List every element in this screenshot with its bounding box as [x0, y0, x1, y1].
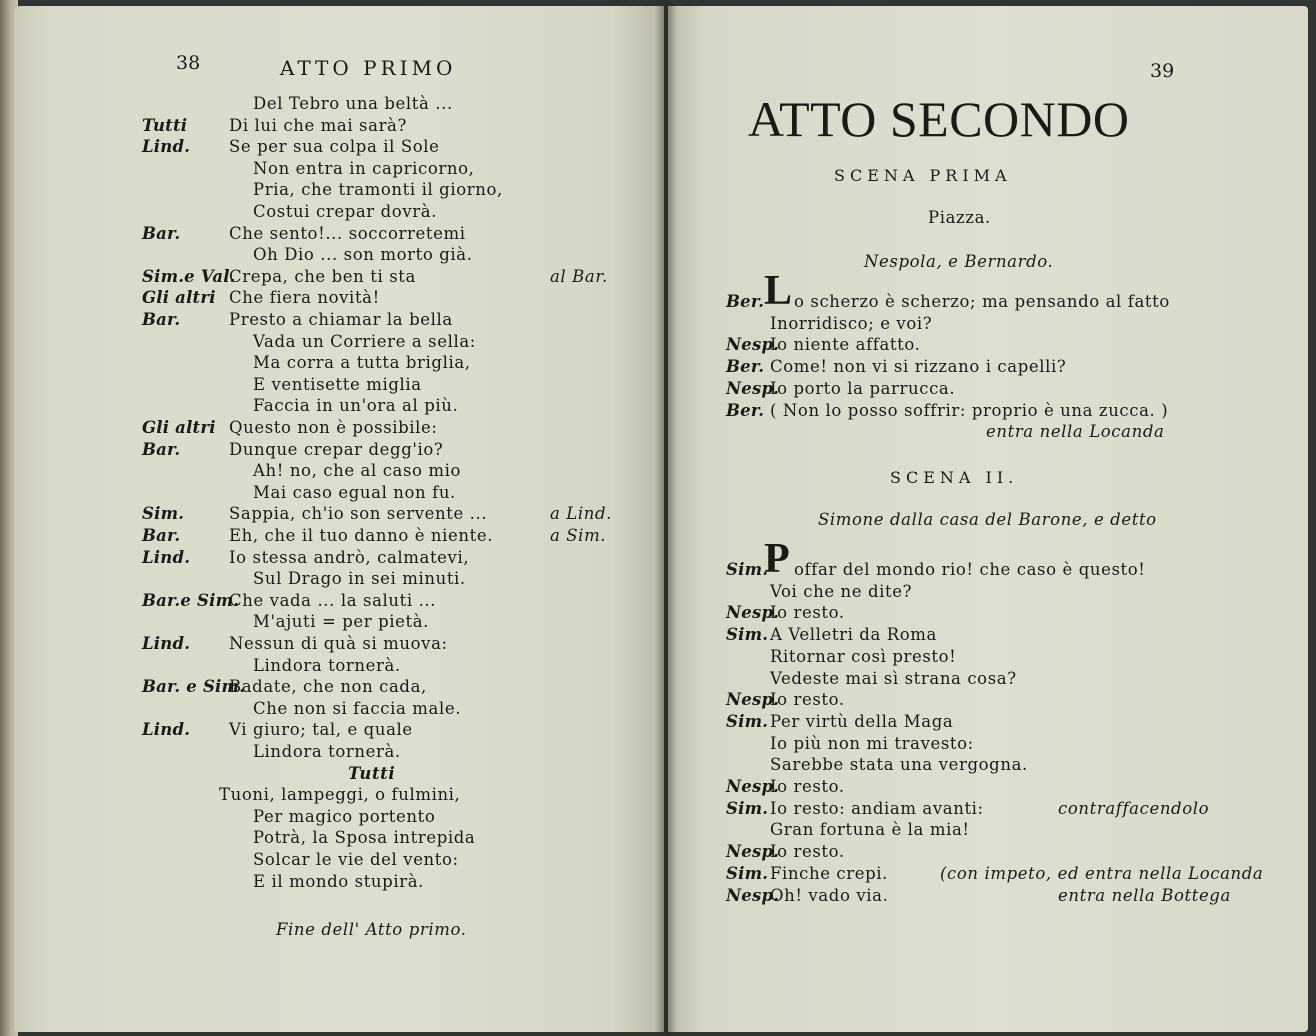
verse-line: Che sento!... soccorretemi	[229, 223, 466, 243]
speaker-label: Bar.	[142, 223, 181, 243]
verse-line: Faccia in un'ora al più.	[253, 396, 459, 416]
speaker-label: Lind.	[142, 547, 191, 567]
end-note: Fine dell' Atto primo.	[276, 920, 467, 939]
speaker-label: Gli altri	[142, 418, 216, 437]
verse-line: Badate, che non cada,	[229, 677, 427, 697]
speaker-label: Nesp.	[726, 777, 780, 796]
verse-line: Io più non mi travesto:	[770, 733, 974, 753]
verse-line: Voi che ne dite?	[770, 581, 913, 601]
verse-line: Io resto.	[770, 603, 845, 623]
page-number: 38	[176, 52, 201, 74]
verse-line: Se per sua colpa il Sole	[229, 137, 440, 157]
stage-direction: al Bar.	[550, 266, 608, 286]
speaker-label: Bar.e Sim.	[142, 590, 240, 610]
speaker-label: Sim.	[726, 863, 769, 883]
verse-line: Oh Dio ... son morto già.	[253, 245, 473, 265]
verse-line: Ma corra a tutta briglia,	[253, 353, 471, 373]
verse-line: offar del mondo rio! che caso è questo!	[794, 560, 1146, 579]
verse-line: A Velletri da Roma	[770, 625, 937, 645]
speaker-label: Nesp.	[726, 842, 780, 862]
verse-line: Io resto.	[770, 777, 845, 796]
stage-direction: entra nella Locanda	[986, 422, 1165, 442]
speaker-label: Bar.	[142, 439, 181, 459]
verse-line: ( Non lo posso soffrir: proprio è una zucca. )	[770, 400, 1169, 420]
right-page	[668, 6, 1308, 1032]
verse-line: Eh, che il tuo danno è niente.	[229, 526, 494, 545]
stage-direction: contraffacendolo	[1058, 798, 1210, 818]
verse-line: Presto a chiamar la bella	[229, 310, 453, 329]
running-head: ATTO PRIMO	[280, 56, 457, 80]
verse-line: Pria, che tramonti il giorno,	[253, 180, 503, 200]
verse-line: Vi giuro; tal, e quale	[229, 720, 413, 740]
speaker-label: Nesp.	[726, 885, 780, 905]
verse-line: Vedeste mai sì strana cosa?	[770, 668, 1017, 688]
verse-line: Io niente affatto.	[770, 335, 921, 355]
scene-characters: Simone dalla casa del Barone, e detto	[818, 510, 1157, 529]
verse-line: Questo non è possibile:	[229, 418, 438, 437]
drop-cap: L	[764, 268, 793, 314]
verse-line: Lindora tornerà.	[253, 742, 401, 761]
speaker-label: Ber.	[726, 400, 765, 420]
verse-line: E ventisette miglia	[253, 374, 422, 394]
speaker-label: Gli altri	[142, 288, 216, 308]
stage-direction: entra nella Bottega	[1058, 885, 1231, 905]
stage-direction: a Sim.	[550, 526, 607, 545]
verse-line: Che vada ... la saluti ...	[229, 590, 437, 610]
verse-line: Sarebbe stata una vergogna.	[770, 755, 1028, 775]
verse-line: Vada un Corriere a sella:	[253, 331, 476, 351]
speaker-label: Ber.	[726, 357, 765, 377]
verse-line: Oh! vado via.	[770, 885, 889, 905]
verse-line: Del Tebro una beltà ...	[253, 94, 453, 113]
speaker-label: Lind.	[142, 720, 191, 740]
verse-line: M'ajuti = per pietà.	[253, 612, 430, 632]
speaker-label: Ber.	[726, 292, 765, 311]
verse-line: Per virtù della Maga	[770, 711, 954, 731]
speaker-label: Sim.	[726, 625, 769, 645]
verse-line: Finche crepi.	[770, 863, 889, 883]
verse-line: Non entra in capricorno,	[253, 158, 475, 178]
speaker-label: Lind.	[142, 634, 191, 653]
scene-heading: SCENA PRIMA	[834, 166, 1012, 185]
verse-line: Sappia, ch'io son servente ...	[229, 504, 488, 524]
act-title: ATTO SECONDO	[748, 91, 1130, 147]
speaker-label: Sim.e Val.	[142, 266, 236, 286]
stage-direction: (con impeto, ed entra nella Locanda	[940, 863, 1264, 883]
speaker-label: Sim.	[726, 711, 769, 731]
verse-line: Crepa, che ben ti sta	[229, 266, 416, 286]
drop-cap: P	[764, 536, 790, 582]
verse-line: Io resto.	[770, 690, 845, 710]
speaker-label: Sim.	[726, 560, 769, 579]
stage-direction: a Lind.	[550, 504, 612, 524]
verse-line: Che non si faccia male.	[253, 698, 462, 718]
speaker-label: Nesp.	[726, 603, 780, 623]
speaker-label: Nesp.	[726, 335, 780, 355]
verse-line: o scherzo è scherzo; ma pensando al fatto	[794, 292, 1170, 311]
verse-line: Ah! no, che al caso mio	[253, 461, 462, 481]
page-number: 39	[1150, 60, 1175, 82]
verse-line: Mai caso egual non fu.	[253, 482, 456, 502]
verse-line: Solcar le vie del vento:	[253, 850, 459, 869]
verse-line: Inorridisco; e voi?	[770, 313, 933, 333]
verse-line: Gran fortuna è la mia!	[770, 820, 970, 840]
verse-line: Potrà, la Sposa intrepida	[253, 828, 476, 848]
verse-line: Sul Drago in sei minuti.	[253, 569, 466, 589]
verse-line: Costui crepar dovrà.	[253, 202, 438, 221]
verse-line: Io porto la parrucca.	[770, 378, 956, 398]
scene-place: Piazza.	[928, 208, 991, 227]
speaker-label: Tutti	[142, 115, 188, 135]
verse-line: Dunque crepar degg'io?	[229, 439, 444, 459]
scene-heading: SCENA II.	[890, 468, 1019, 487]
verse-line: Tutti	[348, 763, 396, 783]
verse-line: Tuoni, lampeggi, o fulmini,	[219, 785, 461, 805]
speaker-label: Bar.	[142, 310, 181, 329]
verse-line: Lindora tornerà.	[253, 655, 401, 675]
verse-line: Ritornar così presto!	[770, 646, 957, 666]
verse-line: Io resto.	[770, 842, 845, 862]
verse-line: Io resto: andiam avanti:	[770, 798, 984, 818]
verse-line: Che fiera novità!	[229, 288, 380, 308]
verse-line: Come! non vi si rizzano i capelli?	[770, 357, 1067, 377]
verse-line: Di lui che mai sarà?	[229, 115, 407, 135]
verse-line: E il mondo stupirà.	[253, 871, 424, 891]
speaker-label: Sim.	[726, 798, 769, 818]
speaker-label: Nesp.	[726, 690, 780, 710]
speaker-label: Nesp.	[726, 378, 780, 398]
left-page	[14, 6, 664, 1032]
scene-characters: Nespola, e Bernardo.	[864, 252, 1054, 271]
verse-line: Per magico portento	[253, 806, 436, 826]
verse-line: Nessun di quà si muova:	[229, 634, 448, 653]
speaker-label: Lind.	[142, 137, 191, 157]
speaker-label: Sim.	[142, 504, 185, 524]
verse-line: Io stessa andrò, calmatevi,	[229, 547, 470, 567]
speaker-label: Bar.	[142, 526, 181, 545]
speaker-label: Bar. e Sim.	[142, 677, 246, 697]
book-gutter	[655, 0, 677, 1036]
